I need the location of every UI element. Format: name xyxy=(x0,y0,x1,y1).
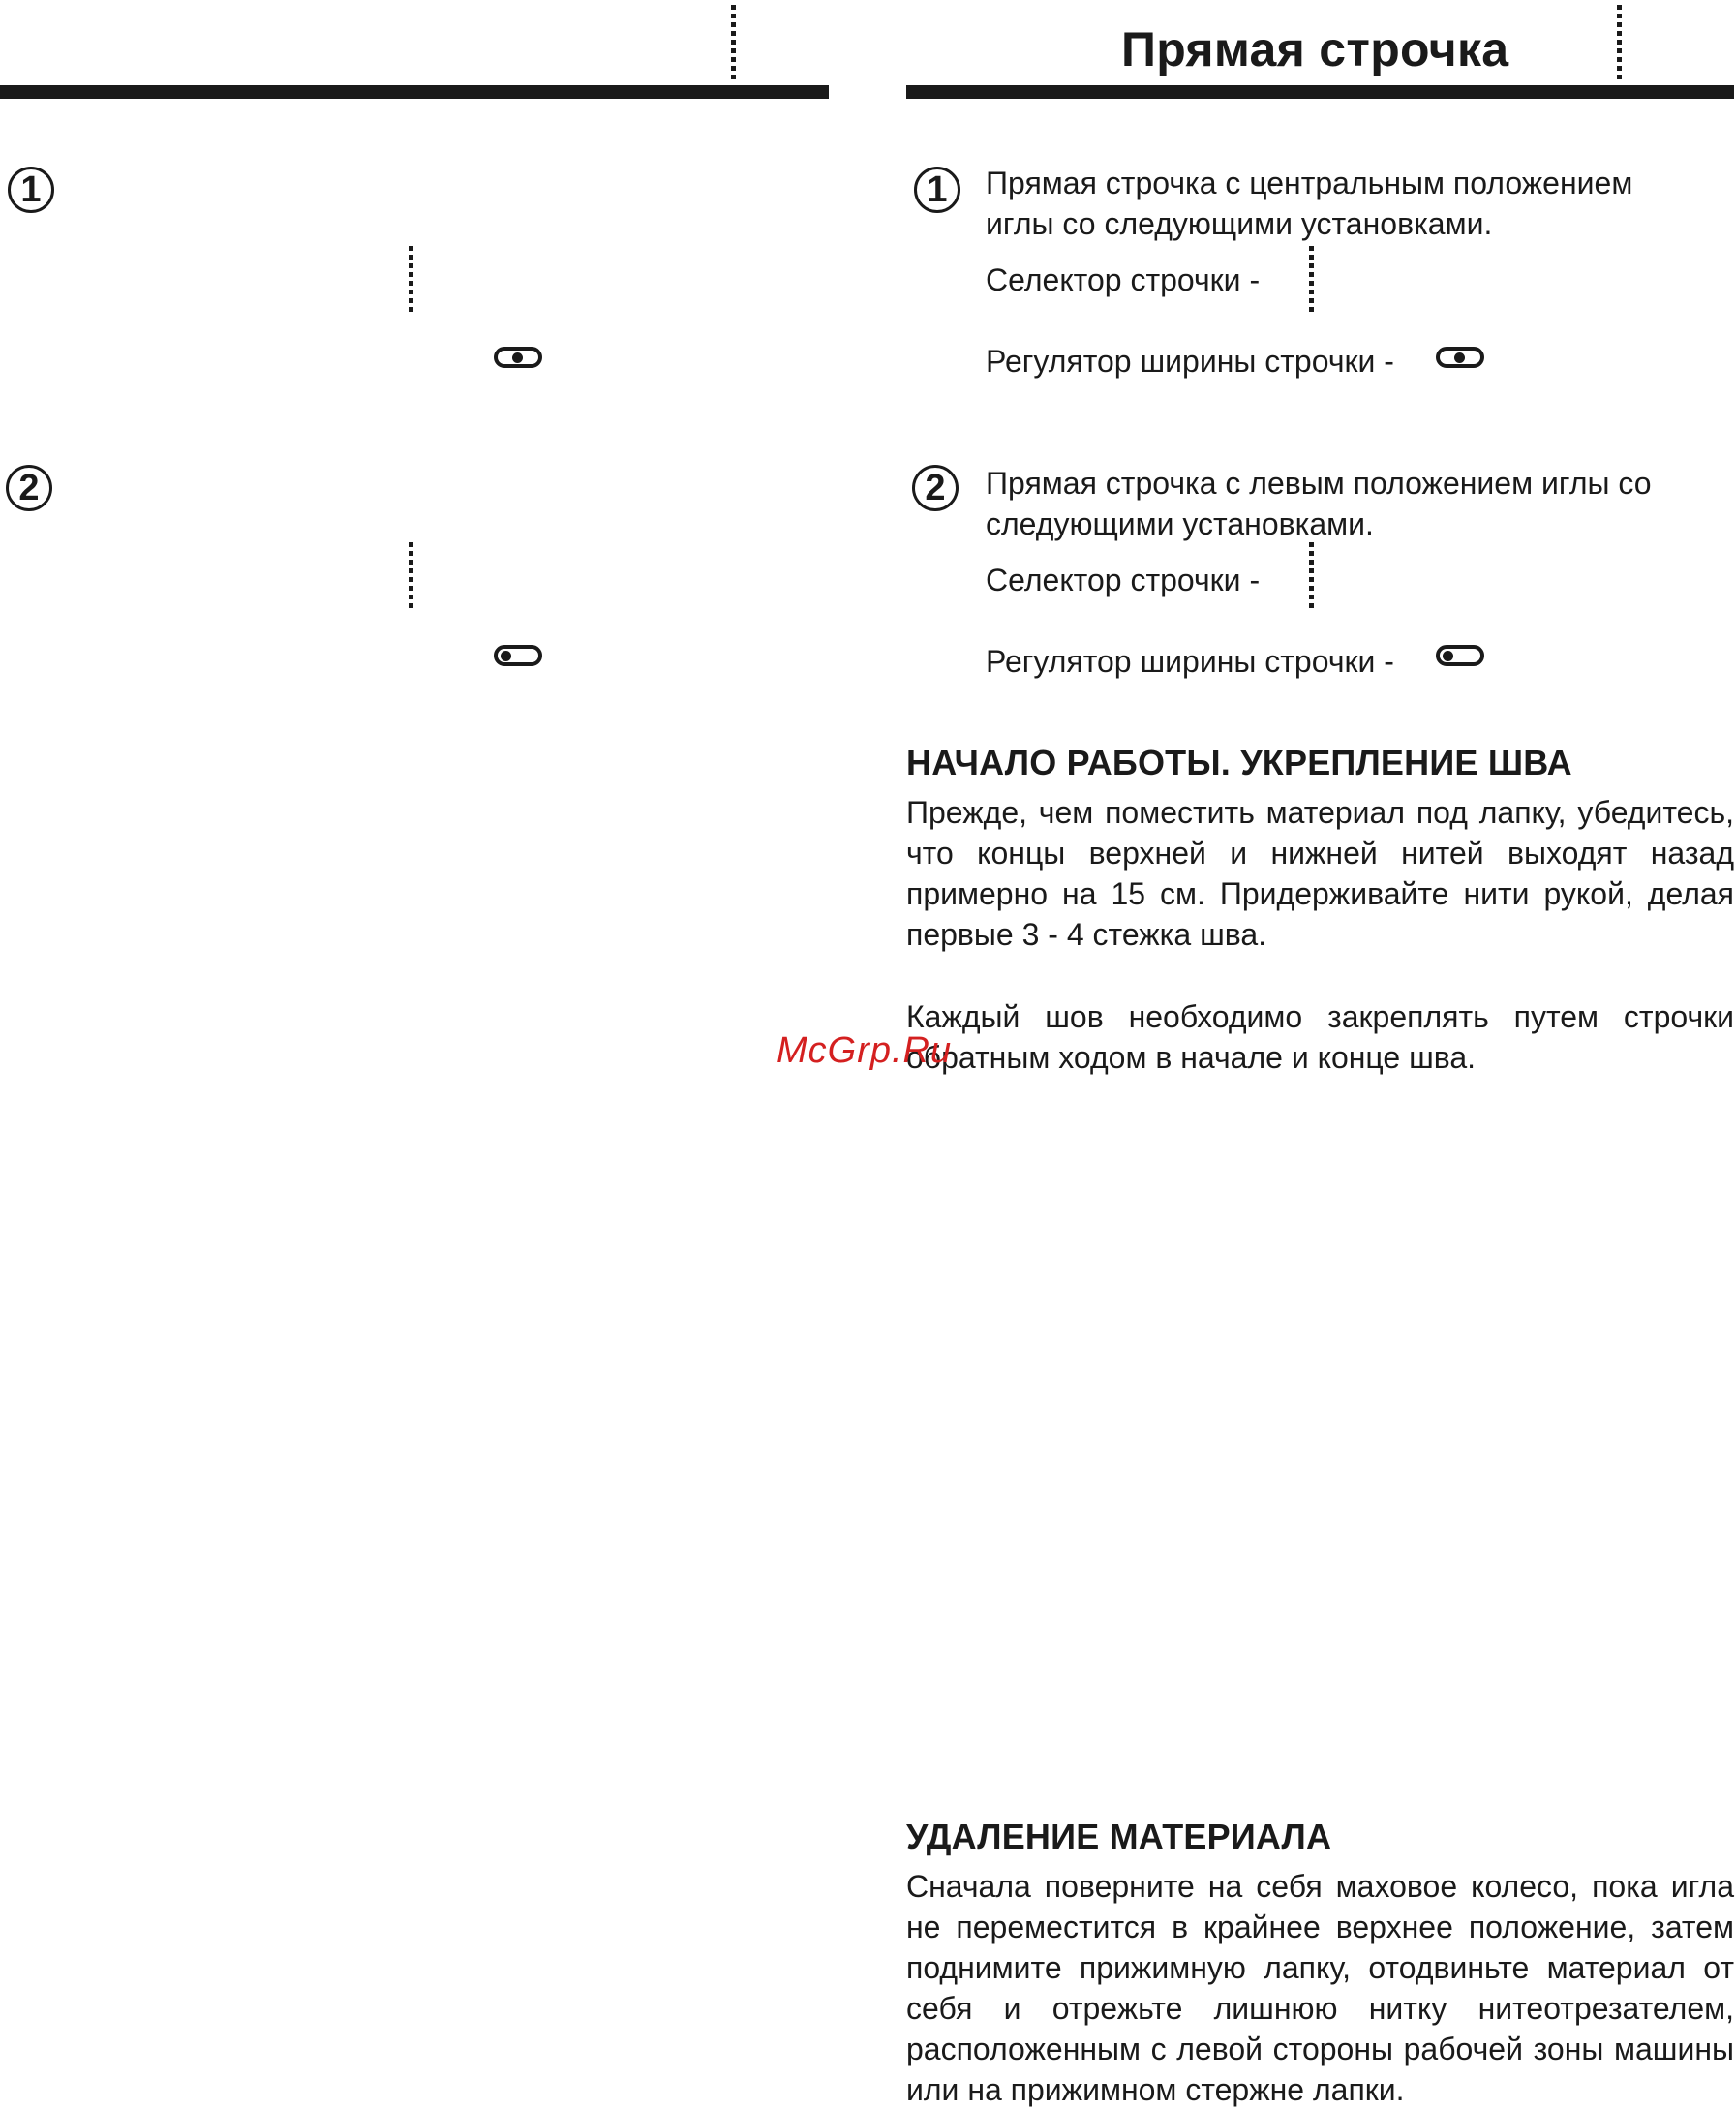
left-item2-number: 2 xyxy=(6,465,52,511)
section1-para1: Прежде, чем поместить материал под лапку, убедитесь, что концы верхней и нижней нитей выходят назад примерно на 15 см. Придерживайте нити рукой, делая первые 3 - 4 стежка шва. xyxy=(906,795,1734,952)
left-item2-selector-icon xyxy=(409,542,413,608)
item2-width-label: Регулятор ширины строчки - xyxy=(986,644,1394,679)
item2-selector-label: Селектор строчки - xyxy=(986,563,1261,597)
width-left-icon xyxy=(1436,645,1484,666)
item1-width-label: Регулятор ширины строчки - xyxy=(986,344,1394,379)
page-title: Прямая строчка xyxy=(1121,22,1509,76)
item1-number: 1 xyxy=(914,167,960,213)
item1-selector-straight-stitch-icon xyxy=(1309,246,1314,312)
watermark: McGrp.Ru xyxy=(777,1030,953,1071)
left-header-rule xyxy=(0,85,829,99)
left-item1-selector-icon xyxy=(409,246,413,312)
left-item1-width-center-icon xyxy=(494,347,542,368)
left-item2-width-left-icon xyxy=(494,645,542,666)
header-rule xyxy=(906,85,1734,99)
item2-selector-straight-stitch-icon xyxy=(1309,542,1314,608)
section2-heading: УДАЛЕНИЕ МАТЕРИАЛА xyxy=(906,1817,1332,1856)
width-center-icon xyxy=(1436,347,1484,368)
item2-text: Прямая строчка с левым положением иглы со следующими установками. xyxy=(986,466,1652,541)
item1-text: Прямая строчка с центральным положением иглы со следующими установками. xyxy=(986,166,1633,241)
section1-heading: НАЧАЛО РАБОТЫ. УКРЕПЛЕНИЕ ШВА xyxy=(906,743,1572,782)
section2-para: Сначала поверните на себя маховое колесо, пока игла не переместится в крайнее верхнее положение, затем поднимите прижимную лапку, отодвиньте материал от себя и отрежьте лишнюю нитку нитеотрезателем, расположенным с левой стороны рабочей зоны машины или на прижимном стержне лапки. xyxy=(906,1869,1734,2107)
header-stitch-icon xyxy=(1617,5,1622,80)
left-item1-number: 1 xyxy=(8,167,54,213)
item1-selector-label: Селектор строчки - xyxy=(986,262,1261,297)
section1-para2: Каждый шов необходимо закреплять путем строчки обратным ходом в начале и конце шва. xyxy=(906,999,1734,1075)
left-header-stitch-icon xyxy=(731,5,736,80)
item2-number: 2 xyxy=(912,465,959,511)
